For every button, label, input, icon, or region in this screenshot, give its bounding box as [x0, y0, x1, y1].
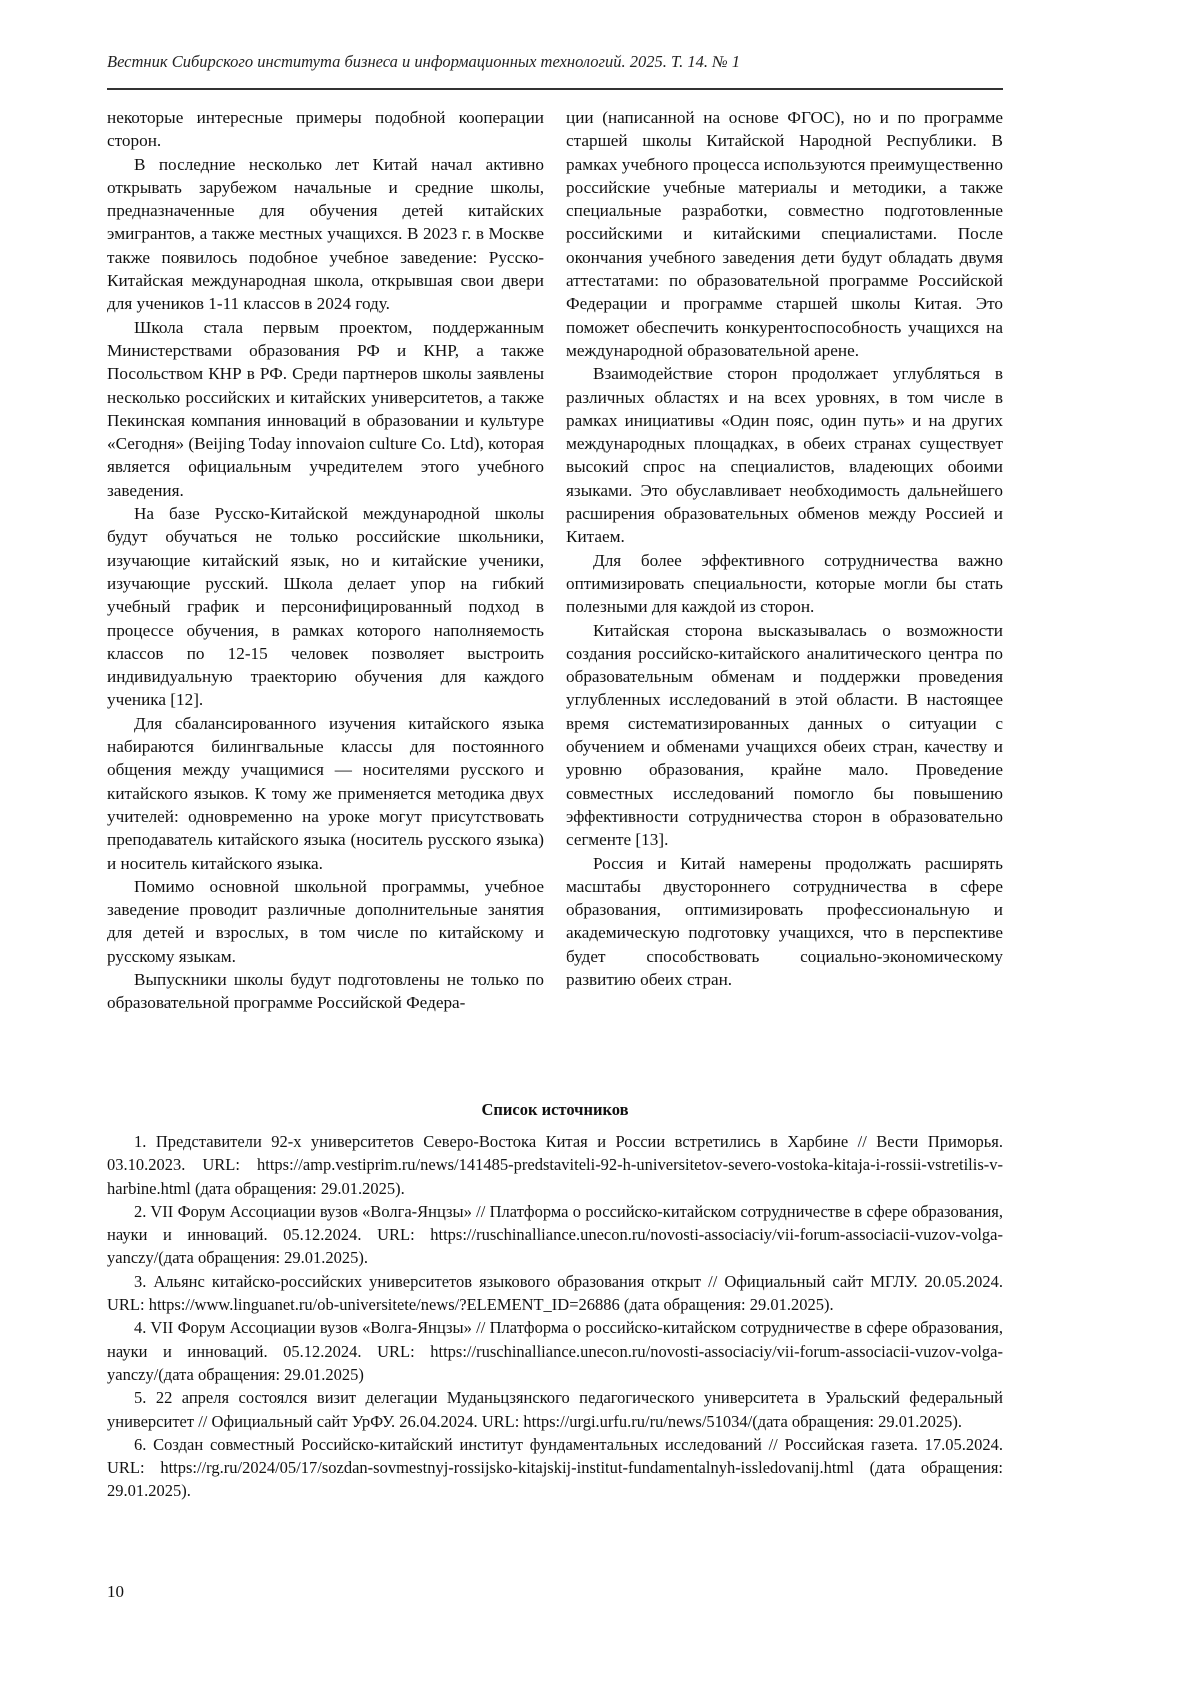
paragraph: Для сбалансированного изучения китайского языка набираются билингвальные классы для постоянного общения между учащимися — носителями русского и китайского языков. К тому же применяется методика двух учителей: одновременно на уроке могут присутствовать преподаватель китайского языка (носитель русского языка) и носитель китайского языка. — [107, 712, 544, 875]
paragraph: Выпускники школы будут подготовлены не только по образовательной программе Российской Федера- — [107, 968, 544, 1015]
references-list — [107, 1130, 1003, 1503]
paragraph: Школа стала первым проектом, поддержанным Министерствами образования РФ и КНР, а также Посольством КНР в РФ. Среди партнеров школы заявлены несколько российских и китайских университетов, а также Пекинская компания инноваций в образовании и культуре «Сегодня» (Beijing Today innovaion culture Co. Ltd), которая является официальным учредителем этого учебного заведения. — [107, 316, 544, 502]
reference-item: 6. Создан совместный Российско-китайский институт фундаментальных исследований // Российская газета. 17.05.2024. URL: https://rg.ru/2024/05/17/sozdan-sovmestnyj-rossijsko-kitajskij-institut-fundamentalnyh-issledovanij.html (дата обращения: 29.01.2025). — [107, 1433, 1003, 1503]
paragraph: На базе Русско-Китайской международной школы будут обучаться не только российские школьники, изучающие китайский язык, но и китайские ученики, изучающие русский. Школа делает упор на гибкий учебный график и персонифицированный подход в процессе обучения, в рамках которого наполняемость классов по 12-15 человек позволяет выстроить индивидуальную траекторию обучения для каждого ученика [12]. — [107, 502, 544, 712]
paragraph: Китайская сторона высказывалась о возможности создания российско-китайского аналитического центра по образовательным обменам и поддержки проведения углубленных исследований в этой области. В настоящее время систематизированных данных о ситуации с обучением и обменами учащихся обеих стран, качеству и уровню образования, крайне мало. Проведение совместных исследований помогло бы повышению эффективности сотрудничества сторон в образовательно сегменте [13]. — [566, 619, 1003, 852]
references-heading: Список источников — [107, 1100, 1003, 1120]
paragraph: В последние несколько лет Китай начал активно открывать зарубежом начальные и средние школы, предназначенные для обучения детей китайских эмигрантов, а также местных учащихся. В 2023 г. в Москве также появилось подобное учебное заведение: Русско-Китайская международная школа, открывшая свои двери для учеников 1-11 классов в 2024 году. — [107, 153, 544, 316]
page-number: 10 — [107, 1582, 124, 1602]
paragraph: некоторые интересные примеры подобной кооперации сторон. — [107, 106, 544, 153]
reference-item: 3. Альянс китайско-российских университетов языкового образования открыт // Официальный сайт МГЛУ. 20.05.2024. URL: https://www.linguanet.ru/ob-universitete/news/?ELEMENT_ID=26886 (дата обращения: 29.01.2025). — [107, 1270, 1003, 1317]
paragraph: Взаимодействие сторон продолжает углубляться в различных областях и на всех уровнях, в том числе в рамках инициативы «Один пояс, один путь» и на других международных площадках, в обеих странах существует высокий спрос на специалистов, владеющих обоими языками. Это обуславливает необходимость дальнейшего расширения образовательных обменов между Россией и Китаем. — [566, 362, 1003, 548]
paragraph: Для более эффективного сотрудничества важно оптимизировать специальности, которые могли бы стать полезными для каждой из сторон. — [566, 549, 1003, 619]
paragraph: Помимо основной школьной программы, учебное заведение проводит различные дополнительные занятия для детей и взрослых, в том числе по китайскому и русскому языкам. — [107, 875, 544, 968]
left-column — [107, 106, 544, 1015]
reference-item: 5. 22 апреля состоялся визит делегации Муданьцзянского педагогического университета в Уральский федеральный университет // Официальный сайт УрФУ. 26.04.2024. URL: https://urgi.urfu.ru/ru/news/51034/(дата обращения: 29.01.2025). — [107, 1386, 1003, 1433]
running-header: Вестник Сибирского института бизнеса и информационных технологий. 2025. Т. 14. № 1 — [107, 52, 1003, 72]
reference-item: 2. VII Форум Ассоциации вузов «Волга-Янцзы» // Платформа о российско-китайском сотрудничестве в сфере образования, науки и инноваций. 05.12.2024. URL: https://ruschinalliance.unecon.ru/novosti-associaciy/vii-forum-associacii-vuzov-volga-yanczy/(дата обращения: 29.01.2025). — [107, 1200, 1003, 1270]
reference-item: 4. VII Форум Ассоциации вузов «Волга-Янцзы» // Платформа о российско-китайском сотрудничестве в сфере образования, науки и инноваций. 05.12.2024. URL: https://ruschinalliance.unecon.ru/novosti-associaciy/vii-forum-associacii-vuzov-volga-yanczy/(дата обращения: 29.01.2025) — [107, 1316, 1003, 1386]
right-column — [566, 106, 1003, 991]
paragraph: ции (написанной на основе ФГОС), но и по программе старшей школы Китайской Народной Республики. В рамках учебного процесса используются преимущественно российские учебные материалы и методики, а также специальные разработки, совместно подготовленные российскими и китайскими специалистами. После окончания учебного заведения дети будут обладать двумя аттестатами: по образовательной программе Российской Федерации и программе старшей школы Китая. Это поможет обеспечить конкурентоспособность учащихся на международной образовательной арене. — [566, 106, 1003, 362]
paragraph: Россия и Китай намерены продолжать расширять масштабы двустороннего сотрудничества в сфере образования, оптимизировать профессиональную и академическую подготовку учащихся, что в перспективе будет способствовать социально-экономическому развитию обеих стран. — [566, 852, 1003, 992]
reference-item: 1. Представители 92-х университетов Северо-Востока Китая и России встретились в Харбине // Вести Приморья. 03.10.2023. URL: https://amp.vestiprim.ru/news/141485-predstaviteli-92-h-universitetov-severo-vostoka-kitaja-i-rossii-vstretilis-v-harbine.html (дата обращения: 29.01.2025). — [107, 1130, 1003, 1200]
header-divider — [107, 88, 1003, 90]
